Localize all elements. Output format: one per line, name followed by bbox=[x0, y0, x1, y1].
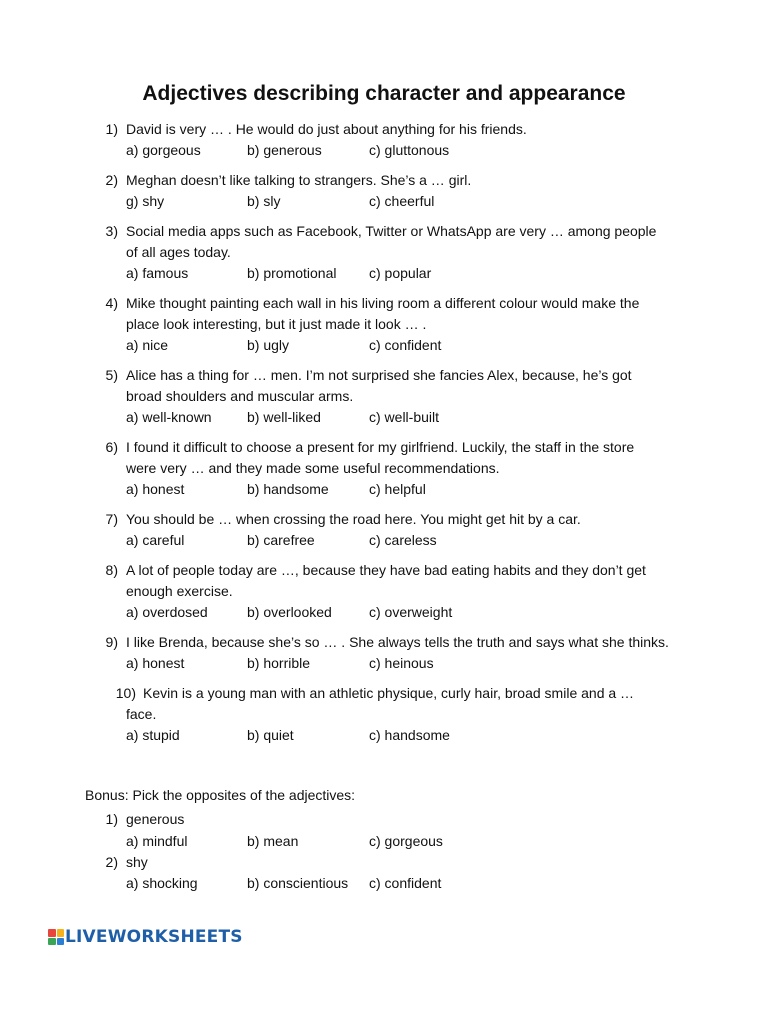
question-text: David is very … . He would do just about anything for his friends. bbox=[126, 121, 527, 137]
question-text-continued: broad shoulders and muscular arms. bbox=[126, 388, 354, 404]
question-number: 7) bbox=[105, 511, 118, 527]
question-text: Meghan doesn’t like talking to strangers. She’s a … girl. bbox=[126, 172, 472, 188]
option-c[interactable]: c) heinous bbox=[369, 655, 434, 671]
question-text-continued: enough exercise. bbox=[126, 583, 233, 599]
question-number: 5) bbox=[105, 367, 118, 383]
option-b[interactable]: b) promotional bbox=[247, 265, 337, 281]
option-c[interactable]: c) handsome bbox=[369, 727, 450, 743]
question-number: 3) bbox=[105, 223, 118, 239]
question-text: Kevin is a young man with an athletic physique, curly hair, broad smile and a … bbox=[143, 685, 635, 701]
question-text: You should be … when crossing the road here. You might get hit by a car. bbox=[126, 511, 581, 527]
option-b[interactable]: b) mean bbox=[247, 833, 299, 849]
logo-square-blue bbox=[57, 938, 65, 946]
option-b[interactable]: b) carefree bbox=[247, 532, 315, 548]
question-number: 1) bbox=[105, 121, 118, 137]
option-c[interactable]: c) helpful bbox=[369, 481, 426, 497]
logo-square-yellow bbox=[57, 929, 65, 937]
option-a[interactable]: a) famous bbox=[126, 265, 189, 281]
option-b[interactable]: b) overlooked bbox=[247, 604, 332, 620]
option-b[interactable]: b) horrible bbox=[247, 655, 311, 671]
option-a[interactable]: a) careful bbox=[126, 532, 185, 548]
question-number: 10) bbox=[115, 685, 136, 701]
option-b[interactable]: b) conscientious bbox=[247, 875, 349, 891]
question-number: 8) bbox=[105, 562, 118, 578]
question-text: I found it difficult to choose a present for my girlfriend. Luckily, the staff in the store bbox=[126, 439, 635, 455]
question-text: Mike thought painting each wall in his living room a different colour would make the bbox=[126, 295, 640, 311]
option-a[interactable]: g) shy bbox=[126, 193, 165, 209]
option-c[interactable]: c) gorgeous bbox=[369, 833, 443, 849]
option-a[interactable]: a) honest bbox=[126, 655, 185, 671]
question-text-continued: were very … and they made some useful recommendations. bbox=[126, 460, 500, 476]
option-c[interactable]: c) cheerful bbox=[369, 193, 435, 209]
bonus-heading: Bonus: Pick the opposites of the adjectives: bbox=[85, 787, 356, 803]
option-c[interactable]: c) overweight bbox=[369, 604, 453, 620]
option-c[interactable]: c) well-built bbox=[369, 409, 440, 425]
logo-square-green bbox=[48, 938, 56, 946]
question-text: Social media apps such as Facebook, Twitter or WhatsApp are very … among people bbox=[126, 223, 657, 239]
bonus-number: 1) bbox=[105, 811, 118, 827]
logo-square-red bbox=[48, 929, 56, 937]
option-a[interactable]: a) mindful bbox=[126, 833, 188, 849]
question-number: 6) bbox=[105, 439, 118, 455]
option-a[interactable]: a) overdosed bbox=[126, 604, 208, 620]
option-c[interactable]: c) confident bbox=[369, 875, 442, 891]
question-number: 4) bbox=[105, 295, 118, 311]
liveworksheets-logo[interactable] bbox=[48, 926, 243, 948]
question-text: A lot of people today are …, because they have bad eating habits and they don’t get bbox=[126, 562, 646, 578]
option-a[interactable]: a) gorgeous bbox=[126, 142, 201, 158]
bonus-word: shy bbox=[126, 854, 148, 870]
page-title: Adjectives describing character and appearance bbox=[142, 82, 626, 105]
option-a[interactable]: a) stupid bbox=[126, 727, 180, 743]
option-c[interactable]: c) gluttonous bbox=[369, 142, 450, 158]
logo-text: LIVEWORKSHEETS bbox=[65, 927, 243, 947]
question-number: 2) bbox=[105, 172, 118, 188]
option-c[interactable]: c) careless bbox=[369, 532, 437, 548]
option-a[interactable]: a) nice bbox=[126, 337, 169, 353]
bonus-number: 2) bbox=[105, 854, 118, 870]
question-text: I like Brenda, because she’s so … . She always tells the truth and says what she thinks. bbox=[126, 634, 669, 650]
option-b[interactable]: b) sly bbox=[247, 193, 281, 209]
liveworksheets-logo-icon bbox=[48, 929, 64, 945]
option-b[interactable]: b) handsome bbox=[247, 481, 329, 497]
option-a[interactable]: a) well-known bbox=[126, 409, 212, 425]
option-a[interactable]: a) shocking bbox=[126, 875, 198, 891]
option-b[interactable]: b) generous bbox=[247, 142, 322, 158]
question-number: 9) bbox=[105, 634, 118, 650]
option-b[interactable]: b) quiet bbox=[247, 727, 294, 743]
question-text-continued: of all ages today. bbox=[126, 244, 231, 260]
option-b[interactable]: b) ugly bbox=[247, 337, 290, 353]
option-c[interactable]: c) popular bbox=[369, 265, 432, 281]
question-text-continued: place look interesting, but it just made it look … . bbox=[126, 316, 427, 332]
question-text-continued: face. bbox=[126, 706, 157, 722]
option-a[interactable]: a) honest bbox=[126, 481, 185, 497]
option-b[interactable]: b) well-liked bbox=[247, 409, 321, 425]
option-c[interactable]: c) confident bbox=[369, 337, 442, 353]
question-text: Alice has a thing for … men. I’m not surprised she fancies Alex, because, he’s got bbox=[126, 367, 632, 383]
bonus-word: generous bbox=[126, 811, 185, 827]
